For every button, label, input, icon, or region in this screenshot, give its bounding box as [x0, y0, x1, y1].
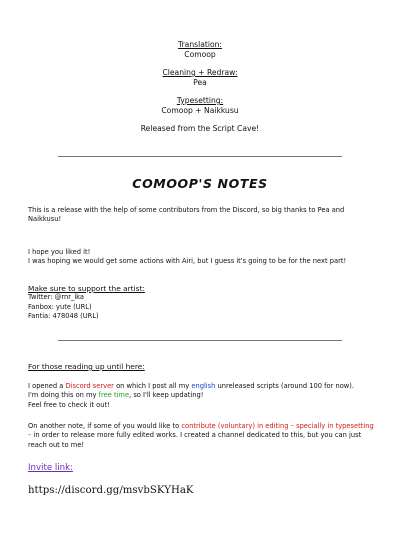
thanks-paragraph: This is a release with the help of some contributors from the Discord, so big thanks to Pea and Naikkusu!: [28, 206, 345, 224]
notes-title: COMOOP'S NOTES: [132, 176, 268, 191]
contribute-a: On another note, if some of you would like to: [28, 422, 182, 430]
artist-fantia: Fantia: 478048 (URL): [28, 312, 99, 321]
credit-cleaning: [0, 68, 400, 87]
airi-line: I was hoping we would get some actions with Airi, but I guess it's going to be for the next part!: [28, 257, 347, 266]
divider-top: [58, 156, 342, 157]
discord-line-3: Feel free to check it out!: [28, 400, 110, 409]
credit-typesetting: [0, 96, 400, 115]
divider-middle: [58, 340, 342, 341]
cleaning-label: Cleaning + Redraw:: [162, 68, 238, 77]
cleaning-name: Pea: [193, 77, 207, 87]
discord-paragraph: [28, 382, 376, 410]
hope-line: I hope you liked it!: [28, 248, 91, 256]
contribute-highlight: contribute (voluntary) in editing – specially in typesetting –: [28, 422, 374, 440]
artist-fanbox: Fanbox: yute (URL): [28, 302, 92, 311]
discord-line-2: [28, 391, 376, 400]
artist-heading: Make sure to support the artist:: [28, 284, 145, 293]
discord-line-1: [28, 382, 376, 391]
invite-link-label[interactable]: Invite link:: [28, 463, 73, 473]
typesetting-name: Comoop + Naikkusu: [161, 105, 239, 115]
english-word: english: [191, 382, 216, 390]
discord-heading: [28, 362, 376, 372]
discord-line-1-b: on which I post all my: [113, 382, 192, 390]
hope-paragraph: [28, 248, 376, 267]
artist-twitter: Twitter: @rnr_ika: [28, 293, 85, 302]
typesetting-label: Typesetting:: [176, 96, 224, 105]
artist-section: [28, 284, 376, 322]
free-time-word: free time: [98, 391, 130, 400]
translation-name: Comoop: [184, 49, 216, 59]
credit-translation: [0, 40, 400, 59]
credits-section: [0, 40, 400, 134]
invite-url[interactable]: https://discord.gg/msvbSKYHaK: [28, 485, 194, 496]
discord-heading-text: For those reading up until here:: [28, 362, 145, 371]
discord-line-1-c: unreleased scripts (around 100 for now).: [215, 382, 354, 390]
contribute-paragraph: [28, 422, 376, 450]
discord-line-2-a: I'm doing this on my: [28, 391, 99, 400]
translation-label: Translation:: [178, 40, 222, 49]
discord-line-1-a: I opened a: [28, 382, 66, 390]
contribute-b: in order to release more fully edited works. I created a channel dedicated to this, but you can just reach out to me!: [28, 431, 362, 449]
discord-line-2-b: , so I'll keep updating!: [129, 391, 204, 400]
release-line: Released from the Script Cave!: [140, 124, 260, 133]
discord-server-link[interactable]: Discord server: [65, 382, 114, 390]
